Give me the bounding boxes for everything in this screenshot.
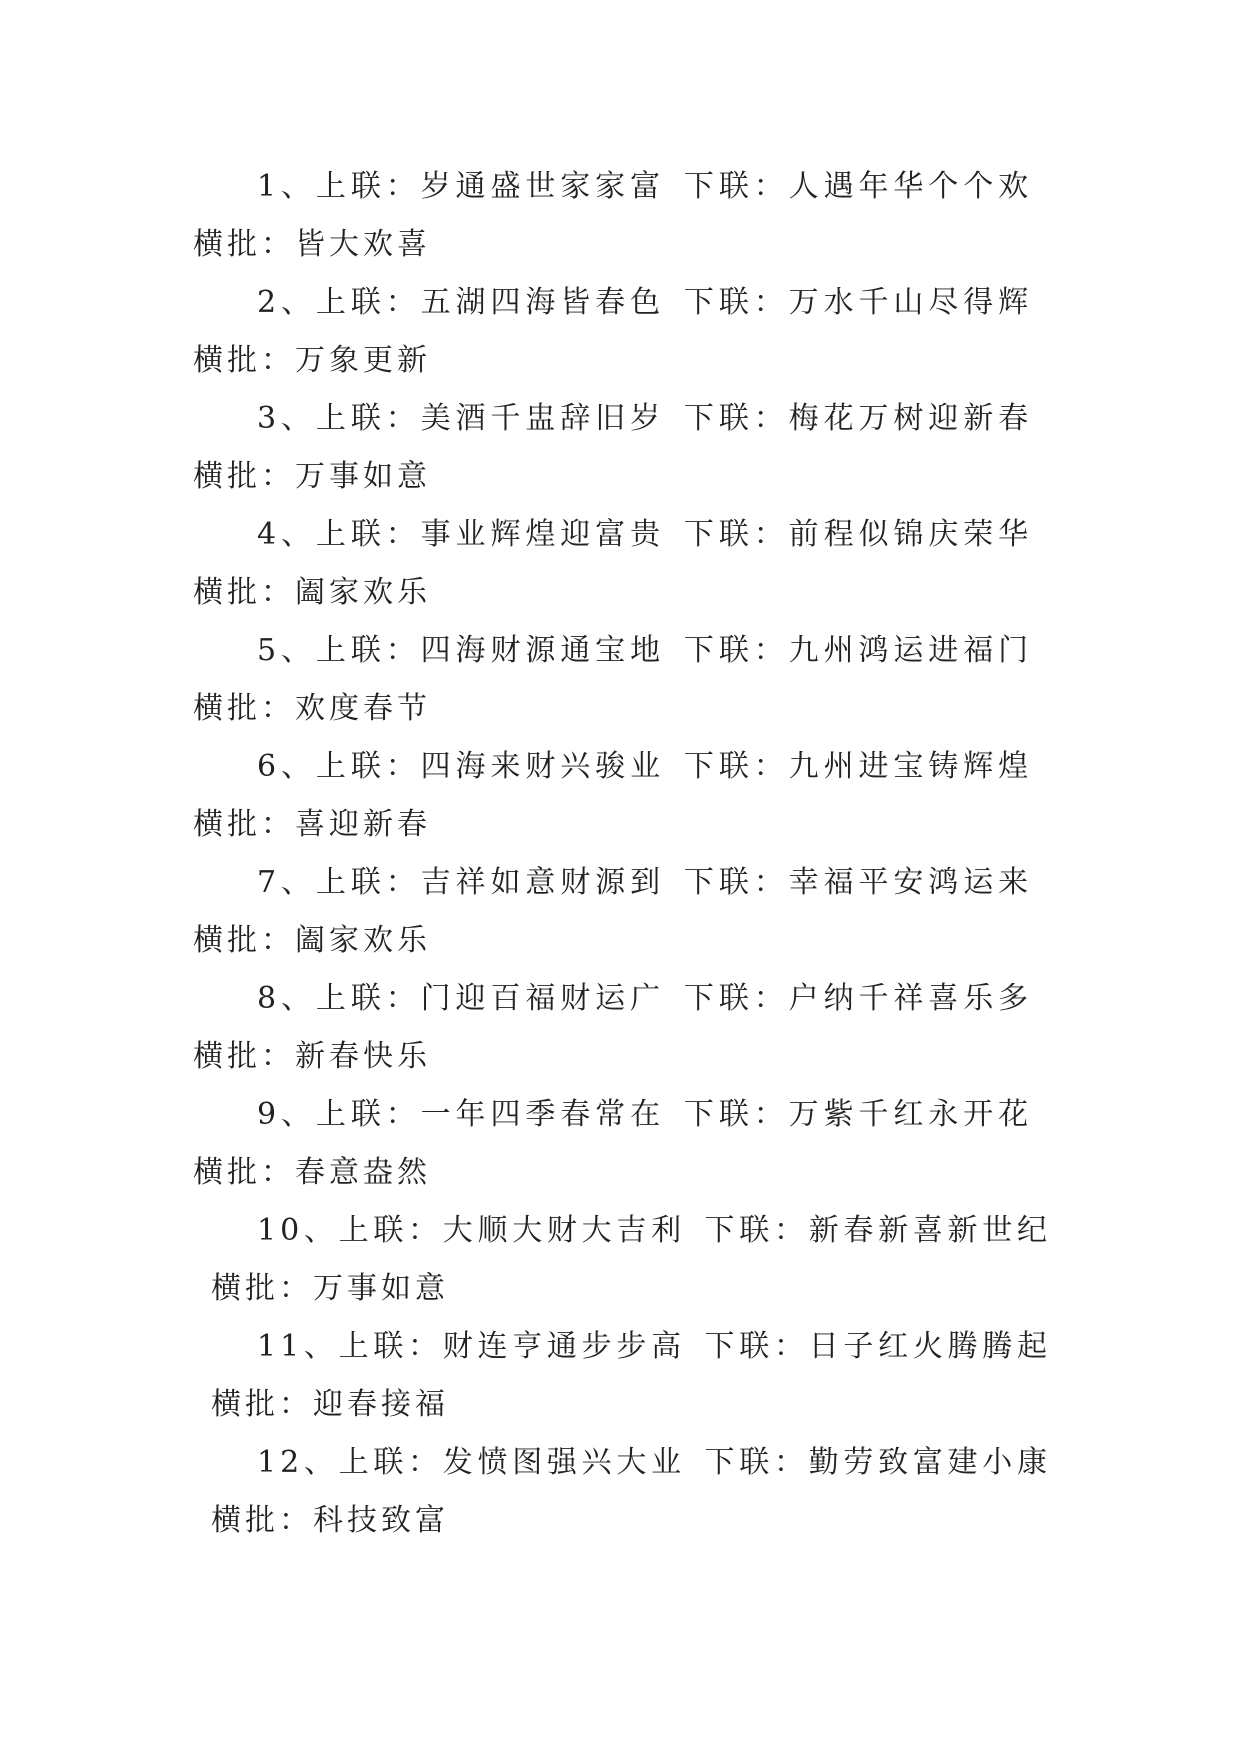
upper-label: 上联：: [315, 169, 421, 204]
upper-text: 五湖四海皆春色: [420, 285, 666, 320]
couplet-item: [193, 390, 1051, 506]
lower-text: 九州鸿运进福门: [788, 633, 1034, 668]
couplet-item: [193, 506, 1051, 622]
couplet-item: [193, 158, 1051, 274]
couplet-number: 1、: [257, 169, 316, 204]
upper-label: 上联：: [315, 285, 421, 320]
couplet-number: 8、: [257, 981, 316, 1016]
banner-label: 横批：: [193, 343, 295, 378]
banner-text: 万象更新: [295, 343, 431, 378]
couplet-number: 9、: [257, 1097, 316, 1132]
banner-text: 万事如意: [295, 459, 431, 494]
banner-label: 横批：: [211, 1503, 313, 1538]
lower-text: 万紫千红永开花: [788, 1097, 1034, 1132]
lower-text: 勤劳致富建小康: [808, 1445, 1051, 1480]
lower-text: 九州进宝铸辉煌: [788, 749, 1034, 784]
couplet-item: [193, 1202, 1051, 1318]
banner-text: 迎春接福: [313, 1387, 449, 1422]
upper-text: 财连亨通步步高: [442, 1329, 686, 1364]
banner-text: 皆大欢喜: [295, 227, 431, 262]
upper-label: 上联：: [338, 1213, 443, 1248]
couplet-number: 12、: [257, 1445, 339, 1480]
couplet-item: [193, 738, 1051, 854]
banner-label: 横批：: [211, 1271, 313, 1306]
upper-label: 上联：: [315, 981, 421, 1016]
banner-label: 横批：: [211, 1387, 313, 1422]
upper-text: 一年四季春常在: [420, 1097, 666, 1132]
upper-text: 美酒千盅辞旧岁: [420, 401, 666, 436]
lower-text: 户纳千祥喜乐多: [788, 981, 1034, 1016]
couplet-number: 6、: [257, 749, 316, 784]
lower-text: 新春新喜新世纪: [808, 1213, 1051, 1248]
upper-label: 上联：: [338, 1329, 443, 1364]
couplet-number: 3、: [257, 401, 316, 436]
lower-label: 下联：: [683, 981, 789, 1016]
lower-label: 下联：: [683, 633, 789, 668]
couplet-number: 7、: [257, 865, 316, 900]
lower-label: 下联：: [683, 865, 789, 900]
banner-label: 横批：: [193, 1039, 295, 1074]
couplet-number: 4、: [257, 517, 316, 552]
lower-text: 幸福平安鸿运来: [788, 865, 1034, 900]
upper-text: 大顺大财大吉利: [442, 1213, 686, 1248]
upper-label: 上联：: [315, 1097, 421, 1132]
lower-text: 前程似锦庆荣华: [788, 517, 1034, 552]
banner-text: 春意盎然: [295, 1155, 431, 1190]
upper-text: 岁通盛世家家富: [420, 169, 666, 204]
upper-text: 四海来财兴骏业: [420, 749, 666, 784]
couplet-item: [193, 970, 1051, 1086]
lower-label: 下联：: [683, 517, 789, 552]
lower-text: 梅花万树迎新春: [788, 401, 1034, 436]
upper-text: 门迎百福财运广: [420, 981, 666, 1016]
upper-text: 事业辉煌迎富贵: [420, 517, 666, 552]
couplet-item: [193, 274, 1051, 390]
lower-text: 人遇年华个个欢: [788, 169, 1034, 204]
upper-label: 上联：: [338, 1445, 443, 1480]
lower-label: 下联：: [683, 1097, 789, 1132]
banner-label: 横批：: [193, 807, 295, 842]
couplet-item: [193, 854, 1051, 970]
lower-label: 下联：: [683, 401, 789, 436]
banner-label: 横批：: [193, 575, 295, 610]
banner-text: 阖家欢乐: [295, 575, 431, 610]
lower-label: 下联：: [683, 285, 789, 320]
upper-text: 四海财源通宝地: [420, 633, 666, 668]
banner-label: 横批：: [193, 459, 295, 494]
banner-text: 新春快乐: [295, 1039, 431, 1074]
lower-label: 下联：: [703, 1445, 809, 1480]
lower-text: 万水千山尽得辉: [788, 285, 1034, 320]
upper-label: 上联：: [315, 749, 421, 784]
upper-label: 上联：: [315, 633, 421, 668]
lower-label: 下联：: [703, 1213, 809, 1248]
banner-text: 喜迎新春: [295, 807, 431, 842]
upper-label: 上联：: [315, 517, 421, 552]
couplet-list: [193, 158, 1051, 1550]
banner-text: 科技致富: [313, 1503, 449, 1538]
upper-text: 发愤图强兴大业: [442, 1445, 686, 1480]
banner-label: 横批：: [193, 1155, 295, 1190]
banner-label: 横批：: [193, 227, 295, 262]
banner-label: 横批：: [193, 691, 295, 726]
upper-label: 上联：: [315, 401, 421, 436]
banner-label: 横批：: [193, 923, 295, 958]
banner-text: 欢度春节: [295, 691, 431, 726]
lower-label: 下联：: [703, 1329, 809, 1364]
upper-text: 吉祥如意财源到: [420, 865, 666, 900]
couplet-number: 11、: [257, 1329, 339, 1364]
banner-text: 万事如意: [313, 1271, 449, 1306]
couplet-number: 2、: [257, 285, 316, 320]
couplet-number: 5、: [257, 633, 316, 668]
lower-text: 日子红火腾腾起: [808, 1329, 1051, 1364]
couplet-item: [193, 1434, 1051, 1550]
upper-label: 上联：: [315, 865, 421, 900]
couplet-item: [193, 622, 1051, 738]
couplet-number: 10、: [257, 1213, 339, 1248]
couplet-item: [193, 1086, 1051, 1202]
lower-label: 下联：: [683, 749, 789, 784]
banner-text: 阖家欢乐: [295, 923, 431, 958]
lower-label: 下联：: [683, 169, 789, 204]
couplet-item: [193, 1318, 1051, 1434]
